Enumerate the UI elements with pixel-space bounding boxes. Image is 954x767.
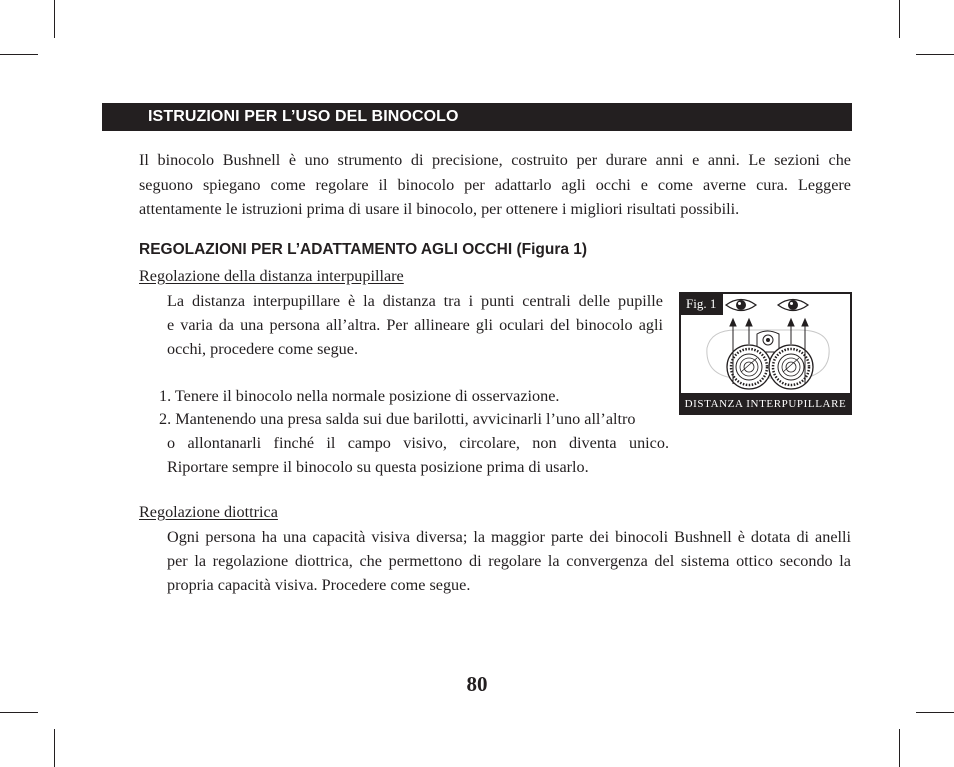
eye-icon	[726, 300, 756, 311]
intro-line: attentamente le istruzioni prima di usare il binocolo, per ottenere i migliori risultati possibili.	[139, 200, 740, 218]
page-number: 80	[466, 672, 488, 696]
ipd-subheading: Regolazione della distanza interpupillare	[139, 267, 404, 285]
binoculars-icon	[707, 330, 829, 389]
figure-caption: DISTANZA INTERPUPILLARE	[679, 393, 852, 415]
eye-icon	[778, 300, 808, 311]
section-header-title: ISTRUZIONI PER L’USO DEL BINOCOLO	[148, 108, 459, 125]
crop-mark	[899, 0, 900, 38]
crop-mark	[899, 729, 900, 767]
ipd-step-2	[159, 407, 669, 479]
crop-mark	[54, 0, 55, 38]
crop-mark	[916, 54, 954, 55]
ipd-step-2-line: 2. Mantenendo una presa salda sui due barilotti, avvicinarli l’uno all’altro	[159, 410, 636, 428]
ipd-step-2-line: Riportare sempre il binocolo su questa posizione prima di usarlo.	[167, 458, 589, 476]
crop-mark	[54, 729, 55, 767]
section-header-bar	[102, 103, 852, 131]
crop-mark	[0, 712, 38, 713]
diopter-subheading: Regolazione diottrica	[139, 503, 278, 521]
ipd-line: La distanza interpupillare è la distanza tra i punti centrali delle pupille	[167, 292, 663, 310]
diopter-paragraph	[167, 525, 851, 597]
section-heading: REGOLAZIONI PER L’ADATTAMENTO AGLI OCCHI (Figura 1)	[139, 241, 588, 258]
ipd-line: e varia da una persona all’altra. Per allineare gli oculari del binocolo agli	[167, 316, 663, 334]
figure-1	[679, 292, 852, 415]
figure-label: Fig. 1	[681, 294, 723, 315]
diopter-line: Ogni persona ha una capacità visiva diversa; la maggior parte dei binocoli Bushnell è dotata di anelli	[167, 528, 851, 546]
diopter-line: per la regolazione diottrica, che permettono di regolare la convergenza del sistema ottico secondo la	[167, 552, 851, 570]
crop-mark	[0, 54, 38, 55]
ipd-step-1	[159, 384, 559, 408]
ipd-line: occhi, procedere come segue.	[167, 340, 359, 358]
crop-mark	[916, 712, 954, 713]
intro-paragraph	[139, 148, 851, 222]
ipd-step-2-line: o allontanarli finché il campo visivo, circolare, non diventa unico.	[167, 434, 669, 452]
ipd-step-1-text: 1. Tenere il binocolo nella normale posizione di osservazione.	[159, 387, 560, 405]
intro-line: seguono spiegano come regolare il binocolo per adattarlo agli occhi e come averne cura. Leggere	[139, 175, 851, 194]
intro-line: Il binocolo Bushnell è uno strumento di precisione, costruito per durare anni e anni. Le sezioni che	[139, 151, 851, 169]
diopter-line: propria capacità visiva. Procedere come segue.	[167, 576, 471, 594]
ipd-paragraph	[167, 289, 663, 361]
